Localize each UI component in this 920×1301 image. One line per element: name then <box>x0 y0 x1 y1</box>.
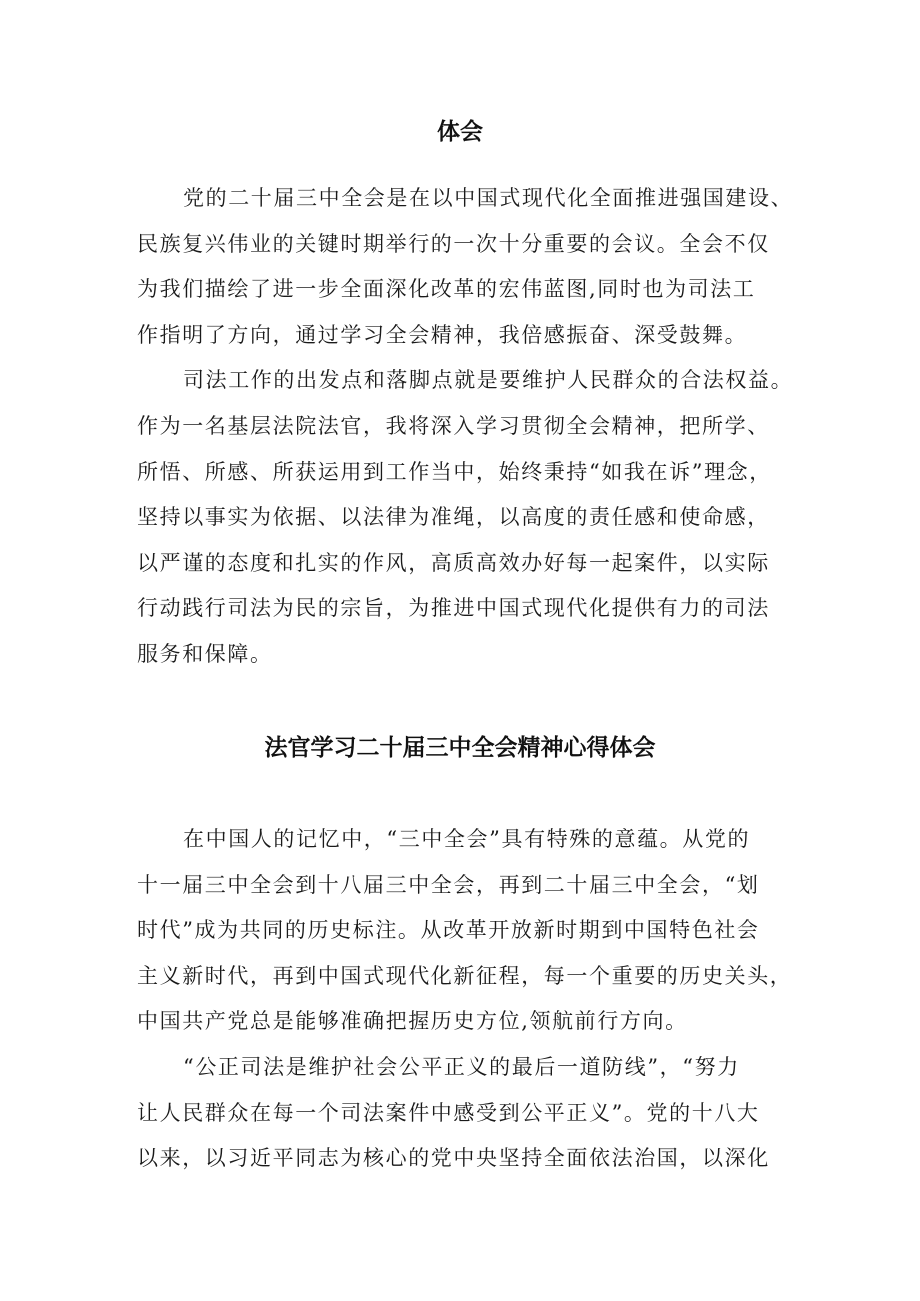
text-line: 十一届三中全会到十八届三中全会，再到二十届三中全会，“划 <box>137 872 760 897</box>
text-line: 中国共产党总是能够准确把握历史方位,领航前行方向。 <box>137 1009 688 1034</box>
text-line: 作为一名基层法院法官，我将深入学习贯彻全会精神，把所学、 <box>137 413 770 438</box>
section-heading-1: 体会 <box>437 119 483 145</box>
text-line: 以来，以习近平同志为核心的党中央坚持全面依法治国，以深化 <box>137 1146 770 1171</box>
section-heading-2: 法官学习二十届三中全会精神心得体会 <box>264 735 656 761</box>
paragraph <box>137 1045 787 1182</box>
section-body-1 <box>137 176 794 678</box>
text-line: 所悟、所感、所获运用到工作当中，始终秉持“如我在诉”理念， <box>137 459 772 484</box>
text-line: 行动践行司法为民的宗旨，为推进中国式现代化提供有力的司法 <box>137 596 770 621</box>
section-body-2 <box>137 817 793 1182</box>
text-line: 时代”成为共同的历史标注。从改革开放新时期到中国特色社会 <box>137 918 760 943</box>
paragraph <box>137 176 794 358</box>
paragraph <box>137 358 794 677</box>
paragraph <box>137 817 793 1045</box>
text-line: 服务和保障。 <box>137 641 273 666</box>
text-line: 以严谨的态度和扎实的作风，高质高效办好每一起案件，以实际 <box>137 550 770 575</box>
text-line: 为我们描绘了进一步全面深化改革的宏伟蓝图,同时也为司法工 <box>137 277 756 302</box>
text-line: “公正司法是维护社会公平正义的最后一道防线”，“努力 <box>183 1054 740 1079</box>
text-line: 让人民群众在每一个司法案件中感受到公平正义”。党的十八大 <box>137 1100 760 1125</box>
text-line: 在中国人的记忆中，“三中全会”具有特殊的意蕴。从党的 <box>183 827 751 851</box>
text-line: 主义新时代，再到中国式现代化新征程，每一个重要的历史关头， <box>137 963 793 988</box>
text-line: 作指明了方向，通过学习全会精神，我倍感振奋、深受鼓舞。 <box>137 322 748 347</box>
text-line: 司法工作的出发点和落脚点就是要维护人民群众的合法权益。 <box>183 368 794 393</box>
text-line: 民族复兴伟业的关键时期举行的一次十分重要的会议。全会不仅 <box>137 231 770 256</box>
text-line: 党的二十届三中全会是在以中国式现代化全面推进强国建设、 <box>183 186 794 210</box>
text-line: 坚持以事实为依据、以法律为准绳，以高度的责任感和使命感， <box>137 505 770 530</box>
